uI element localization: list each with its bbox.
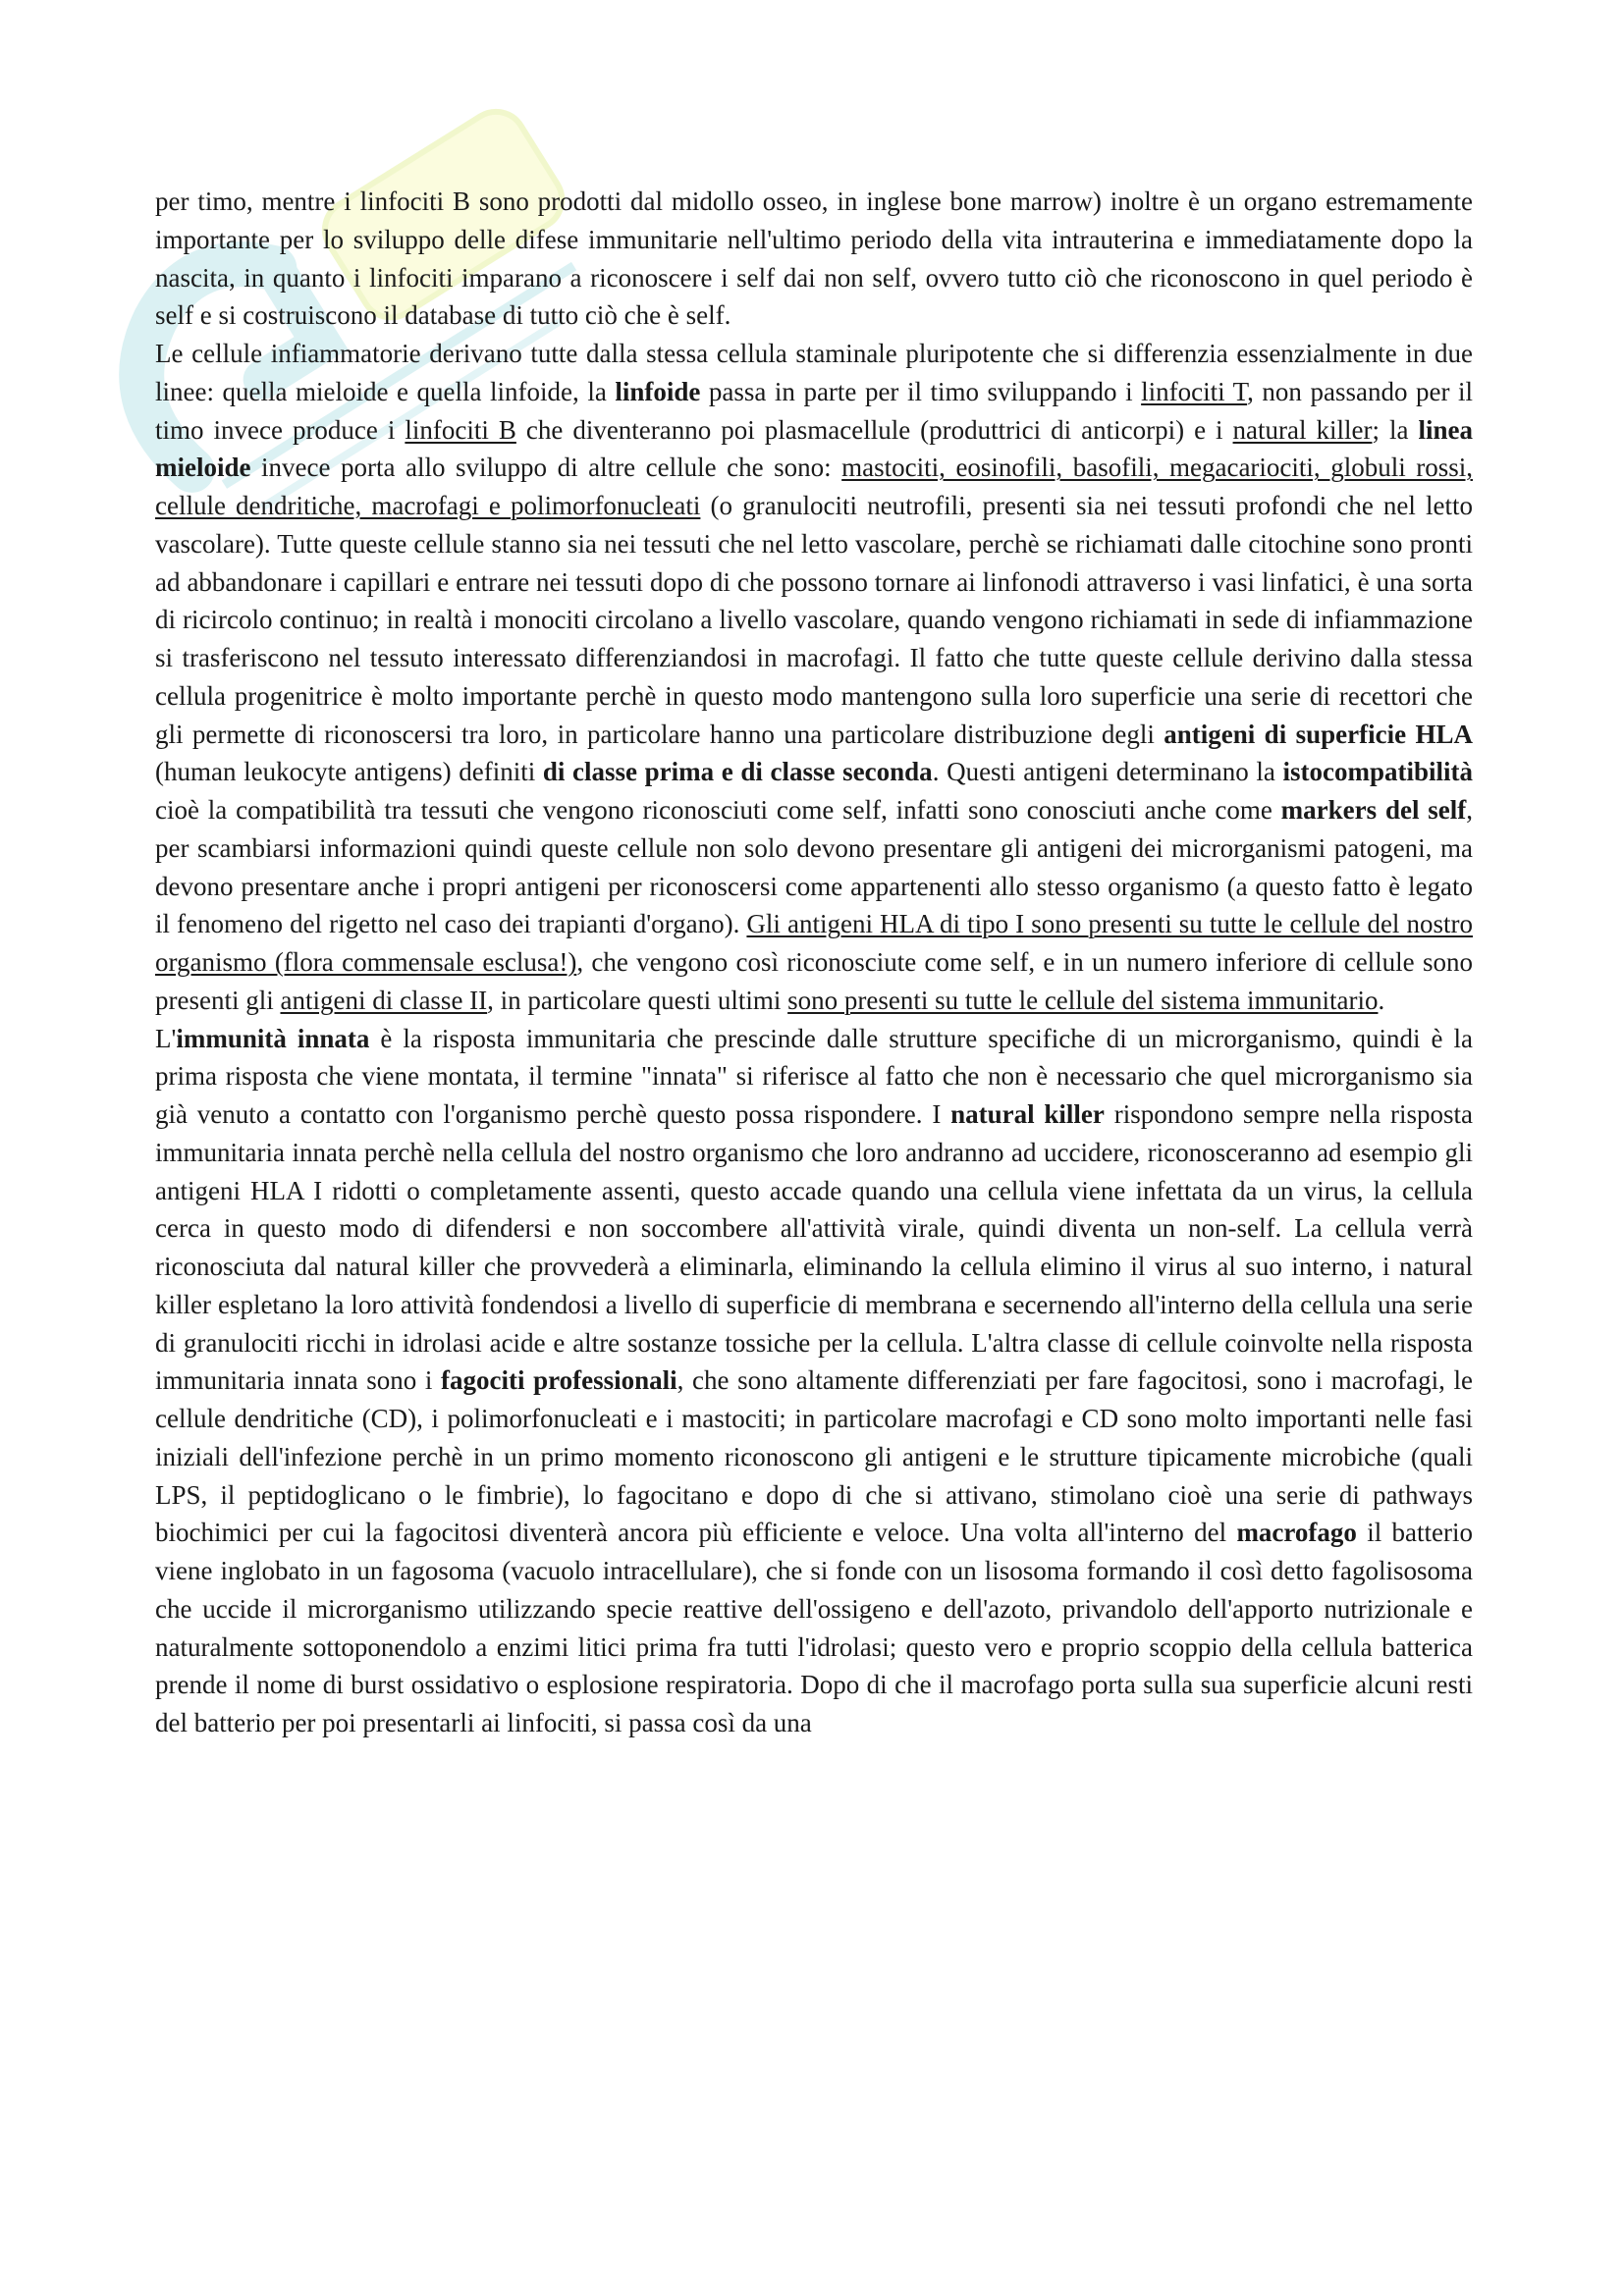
text-run: , per scambiarsi informazioni quindi queste cellule non solo devono presentare gli antigeni dei microrganismi patogeni, ma devono presentare anche i propri antigeni per riconoscersi come appartenenti allo stesso organismo (a questo fatto è legato il fenomeno del rigetto nel caso dei trapianti d'organo). xyxy=(155,795,1473,939)
text-run: , non passando per il timo invece produce i xyxy=(155,376,1473,445)
text-run: invece porta allo sviluppo di altre cellule che sono: xyxy=(250,453,842,483)
text-run: (human leukocyte antigens) definiti xyxy=(155,757,543,787)
document-body xyxy=(155,183,1473,1742)
bold-text: macrofago xyxy=(1236,1518,1357,1548)
bold-text: natural killer xyxy=(950,1099,1105,1129)
bold-text: di classe prima e di classe seconda xyxy=(542,757,933,787)
bold-text: immunità innata xyxy=(176,1023,370,1053)
underlined-text: Gli antigeni HLA di tipo I sono presenti su tutte le cellule del nostro organismo (flora commensale esclusa!) xyxy=(155,909,1473,977)
text-run: cioè la compatibilità tra tessuti che vengono riconosciuti come self, infatti sono conosciuti anche come xyxy=(155,795,1281,825)
text-run: Le cellule infiammatorie derivano tutte dalla stessa cellula staminale pluripotente che si differenzia essenzialmente in due linee: quella mieloide e quella linfoide, la xyxy=(155,339,1473,406)
text-run: . Questi antigeni determinano la xyxy=(932,757,1283,787)
bold-text: fagociti professionali xyxy=(440,1365,677,1396)
text-run: L' xyxy=(155,1023,177,1053)
text-run: il batterio viene inglobato in un fagosoma (vacuolo intracellulare), che si fonde con un lisosoma formando il così detto fagolisosoma che uccide il microrganismo utilizzando specie reattive dell'ossigeno e dell'azoto, privandolo dell'apporto nutrizionale e naturalmente sottoponendolo a enzimi litici prima fra tutti l'idrolasi; questo vero e proprio scoppio della cellula batterica prende il nome di burst ossidativo o esplosione respiratoria. Dopo di che il macrofago porta sulla sua superficie alcuni resti del batterio per poi presentarli ai linfociti, si passa così da una xyxy=(155,1518,1474,1737)
underlined-text: antigeni di classe II xyxy=(280,985,488,1015)
text-run: (o granulociti neutrofili, presenti sia nei tessuti profondi che nel letto vascolare). Tutte queste cellule stanno sia nei tessuti che nel letto vascolare, perchè se richiamati dalle citochine sono pronti ad abbandonare i capillari e entrare nei tessuti dopo di che possono tornare ai linfonodi attraverso i vasi linfatici, è una sorta di ricircolo continuo; in realtà i monociti circolano a livello vascolare, quando vengono richiamati in sede di infiammazione si trasferiscono nel tessuto interessato differenziandosi in macrofagi. Il fatto che tutte queste cellule derivino dalla stessa cellula progenitrice è molto importante perchè in questo modo mantengono sulla loro superficie una serie di recettori che gli permette di riconoscersi tra loro, in particolare hanno una particolare distribuzione degli xyxy=(155,491,1473,749)
paragraph xyxy=(155,1020,1473,1742)
bold-text: linfoide xyxy=(615,376,701,406)
text-run: , che vengono così riconosciute come self, e in un numero inferiore di cellule sono presenti gli xyxy=(155,947,1473,1015)
underlined-text: linfociti B xyxy=(405,414,516,445)
text-run: per timo, mentre i linfociti B sono prodotti dal midollo osseo, in inglese bone marrow) inoltre è un organo estremamente importante per lo sviluppo delle difese immunitarie nell'ultimo periodo della vita intrauterina e immediatamente dopo la nascita, in quanto i linfociti imparano a riconoscere i self dai non self, ovvero tutto ciò che riconoscono in quel periodo è self e si costruiscono il database di tutto ciò che è self. xyxy=(155,187,1473,331)
paragraph xyxy=(155,183,1473,335)
bold-text: markers del self xyxy=(1280,795,1467,825)
underlined-text: linfociti T xyxy=(1141,376,1248,406)
text-run: . xyxy=(1378,985,1385,1015)
text-run: , che sono altamente differenziati per fare fagocitosi, sono i macrofagi, le cellule dendritiche (CD), i polimorfonucleati e i mastociti; in particolare macrofagi e CD sono molto importanti nelle fasi iniziali dell'infezione perchè in un primo momento riconoscono gli antigeni e le strutture tipicamente microbiche (quali LPS, il peptidoglicano o le fimbrie), lo fagocitano e dopo di che si attivano, stimolano cioè una serie di pathways biochimici per cui la fagocitosi diventerà ancora più efficiente e veloce. Una volta all'interno del xyxy=(155,1365,1473,1548)
text-run: , in particolare questi ultimi xyxy=(487,985,788,1015)
text-run: passa in parte per il timo sviluppando i xyxy=(700,376,1142,406)
text-run: è la risposta immunitaria che prescinde dalle strutture specifiche di un microrganismo, quindi è la prima risposta che viene montata, il termine "innata" si riferisce al fatto che non è necessario che quel microrganismo sia già venuto a contatto con l'organismo perchè questo possa rispondere. I xyxy=(155,1023,1473,1129)
underlined-text: sono presenti su tutte le cellule del sistema immunitario xyxy=(787,985,1379,1015)
underlined-text: natural killer xyxy=(1232,414,1373,445)
text-run: che diventeranno poi plasmacellule (produttrici di anticorpi) e i xyxy=(515,414,1233,445)
text-run: ; la xyxy=(1372,414,1419,445)
paragraph xyxy=(155,335,1473,1020)
underlined-text: mastociti, eosinofili, basofili, megacariociti, globuli rossi, cellule dendritiche, macrofagi e polimorfonucleati xyxy=(155,453,1473,520)
text-run: rispondono sempre nella risposta immunitaria innata perchè nella cellula del nostro organismo che loro andranno ad uccidere, riconosceranno ad esempio gli antigeni HLA I ridotti o completamente assenti, questo accade quando una cellula viene infettata da un virus, la cellula cerca in questo modo di difendersi e non soccombere all'attività virale, quindi diventa un non-self. La cellula verrà riconosciuta dal natural killer che provvederà a eliminarla, eliminando la cellula elimino il virus al suo interno, i natural killer espletano la loro attività fondendosi a livello di superficie di membrana e secernendo all'interno della cellula una serie di granulociti ricchi in idrolasi acide e altre sostanze tossiche per la cellula. L'altra classe di cellule coinvolte nella risposta immunitaria innata sono i xyxy=(155,1099,1473,1396)
bold-text: istocompatibilità xyxy=(1282,757,1473,787)
bold-text: antigeni di superficie HLA xyxy=(1164,719,1473,749)
bold-text: linea mieloide xyxy=(155,414,1473,483)
